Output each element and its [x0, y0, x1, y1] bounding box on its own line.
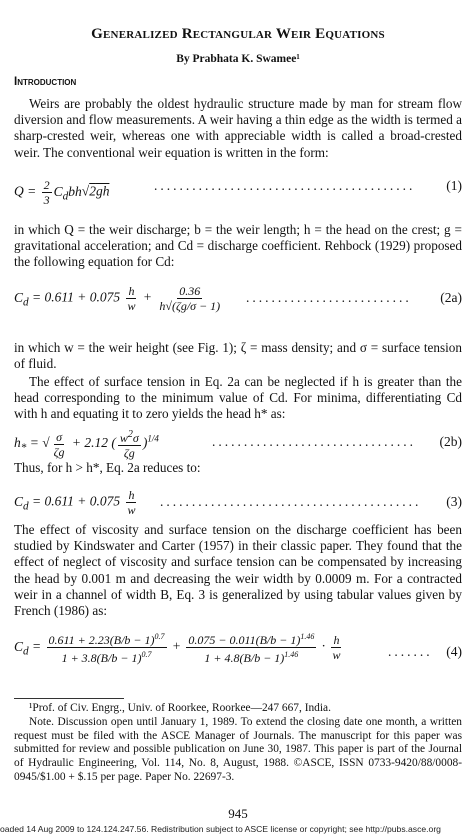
- footnote-affiliation: ¹Prof. of Civ. Engrg., Univ. of Roorkee, Roorkee—247 667, India.: [29, 702, 331, 714]
- equation-4: [14, 630, 462, 692]
- paragraph-text: Thus, for h > h*, Eq. 2a reduces to:: [14, 460, 201, 475]
- footnote-rule: [14, 698, 124, 699]
- equation-3-body: $C_d = 0.611 + 0.075$ $\frac{h}{w}$: [14, 488, 136, 517]
- equation-2a-body: $C_d = 0.611 + 0.075$ $\frac{h}{w}$ + $\frac{0.36}{h√(\zeta g/\sigma - 1)}$: [14, 284, 221, 313]
- paragraph-text: in which Q = the weir discharge; b = the weir length; h = the head on the crest; g = gravitational acceleration; and Cd = discharge coefficient. Rehbock (1929) proposed the following equation for Cd:: [14, 222, 462, 270]
- author-line: By Prabhata K. Swamee¹: [176, 53, 300, 65]
- equation-2a: [14, 276, 462, 326]
- footnote-note: Note. Discussion open until January 1, 1989. To extend the closing date one month, a written request must be filed with the ASCE Manager of Journals. The manuscript for this paper was submitted for review and possible publication on June 30, 1987. This paper is part of the Journal of Hydraulic Engineering, Vol. 114, No. 8, August, 1988. ©ASCE, ISSN 0733-9420/88/0008-0945/$1.00 + $.15 per page. Paper No. 22697-3.: [14, 715, 462, 783]
- footnotes: [14, 702, 462, 785]
- equation-number: (2b): [439, 434, 462, 449]
- equation-number: (2a): [440, 290, 462, 305]
- page-number: 945: [228, 806, 248, 821]
- equation-1: [14, 178, 462, 207]
- equation-4-body: $C_d$ = $\frac{0.611 + 2.23(B/b - 1)^{0.7}}{1 + 3.8(B/b - 1)^{0.7}}$ + $\frac{0.075 - 0.011(B/b - 1)^{1.46}}{1 + 4.8(B/b - 1)^{1.46}}$ · $\frac{h}{w}$: [14, 632, 341, 665]
- paragraph-definitions: [14, 222, 462, 271]
- section-heading: Introduction: [14, 76, 77, 88]
- equation-1-body: Q = $\frac{2}{3}$ $C_dbh√2gh$: [14, 178, 110, 207]
- equation-leader-dots: ..........................: [246, 290, 412, 305]
- equation-3: [14, 484, 462, 518]
- paragraph-w-definition: [14, 340, 462, 372]
- paragraph-viscosity: [14, 522, 462, 619]
- paragraph-text: in which w = the weir height (see Fig. 1); ζ = mass density; and σ = surface tension of fluid.: [14, 340, 462, 372]
- equation-leader-dots: ................................: [212, 434, 416, 449]
- paragraph-text: Weirs are probably the oldest hydraulic structure made by man for stream flow diversion and flow measurements. A weir having a thin edge as the width is termed a sharp-crested weir, whereas one with appreciable width is called a broad-crested weir. The conventional weir equation is written in the form:: [14, 96, 462, 160]
- paragraph-reduction: [14, 460, 462, 476]
- paragraph-intro: [14, 96, 462, 161]
- paragraph-surface-tension: [14, 374, 462, 423]
- paragraph-text: The effect of surface tension in Eq. 2a can be neglected if h is greater than the head corresponding to the minimum value of Cd. For minima, differentiating Cd with h and equating it to zero yields the head h* as:: [14, 374, 462, 422]
- equation-number: (3): [446, 494, 462, 509]
- equation-leader-dots: .........................................: [154, 178, 416, 193]
- paragraph-text: The effect of viscosity and surface tension on the discharge coefficient has been studied by Kindswater and Carter (1957) in their classic paper. They found that the effect of neglect of viscosity and surface tension can be compensated by increasing the head by 0.001 m and decreasing the weir width by 0.0009 m. For a contracted weir in a channel of width B, Eq. 3 is generalized by using tabular values given by French (1986) as:: [14, 522, 462, 619]
- equation-number: (4): [446, 644, 462, 659]
- equation-2b-body: $h_*$ = √ $\frac{\sigma}{\zeta g}$ + 2.12 ( $\frac{w^2\sigma}{\zeta g}$ )$^{1/4}$: [14, 429, 159, 460]
- equation-2b: [14, 424, 462, 458]
- paper-title: Generalized Rectangular Weir Equations: [91, 26, 385, 42]
- download-notice: oaded 14 Aug 2009 to 124.124.247.56. Redistribution subject to ASCE license or copyright; see http://pubs.asce.org: [0, 824, 441, 834]
- equation-number: (1): [446, 178, 462, 193]
- equation-leader-dots: .........................................: [160, 494, 422, 509]
- equation-leader-dots: .......: [388, 644, 433, 659]
